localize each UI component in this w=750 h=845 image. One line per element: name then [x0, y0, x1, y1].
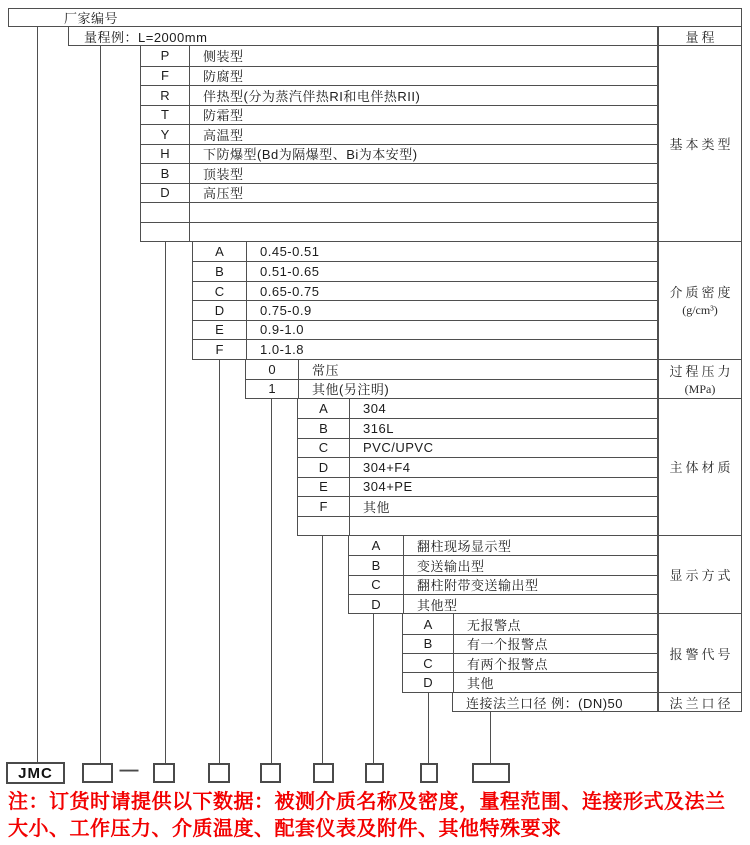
connector-basic-type: [165, 242, 166, 763]
code-cell: A: [298, 399, 350, 418]
code-row: [141, 105, 657, 125]
desc-cell: 常压: [312, 362, 340, 378]
model-box-6: [365, 763, 384, 783]
code-row: [298, 457, 657, 476]
code-row: [141, 66, 657, 86]
order-note-line2: 大小、工作压力、介质温度、配套仪表及附件、其他特殊要求: [8, 818, 562, 840]
code-cell: Y: [141, 125, 190, 144]
code-row: [349, 575, 657, 594]
code-row: [193, 281, 657, 300]
code-row: [141, 144, 657, 164]
code-cell: A: [193, 242, 247, 261]
code-row: [193, 242, 657, 261]
code-cell: D: [193, 301, 247, 319]
desc-cell: 304: [363, 401, 387, 417]
desc-cell: 有两个报警点: [467, 656, 549, 672]
code-cell: [141, 203, 190, 222]
desc-cell: 1.0-1.8: [260, 341, 304, 357]
code-group-range: [68, 27, 658, 46]
code-row: [141, 163, 657, 183]
code-group-basic-type: [140, 46, 658, 242]
side-label-body-material: [658, 399, 742, 536]
code-cell: T: [141, 106, 190, 125]
code-row: [349, 594, 657, 613]
model-box-7: [420, 763, 438, 783]
side-label-range: [658, 27, 742, 46]
side-label-text: 法兰口径: [669, 695, 734, 711]
desc-cell: 0.45-0.51: [260, 244, 320, 260]
code-separator-dash: —: [119, 760, 139, 781]
code-group-medium-density: [192, 242, 658, 360]
code-row: [246, 360, 657, 379]
code-row: [453, 693, 657, 712]
code-group-process-pressure: [245, 360, 658, 399]
side-label-medium-density: [658, 242, 742, 360]
desc-cell: 侧装型: [203, 49, 244, 65]
code-row: [141, 85, 657, 105]
code-cell: C: [403, 654, 454, 672]
code-cell: B: [298, 419, 350, 437]
model-box-8: [472, 763, 510, 783]
desc-cell: 316L: [363, 420, 394, 436]
desc-cell: 防霜型: [203, 108, 244, 124]
code-row: [141, 124, 657, 144]
code-cell: F: [298, 497, 350, 515]
side-label-text: 量程: [685, 29, 718, 45]
code-row: [349, 555, 657, 574]
code-cell: F: [141, 67, 190, 86]
connector-range: [100, 46, 101, 763]
side-label-text: 主体材质: [669, 460, 734, 476]
model-box-3: [208, 763, 230, 783]
desc-cell: 304+PE: [363, 479, 413, 495]
side-label-basic-type: [658, 46, 742, 242]
code-row: [9, 9, 741, 26]
code-row: [349, 536, 657, 555]
desc-cell: [190, 203, 657, 222]
desc-cell: 顶装型: [203, 166, 244, 182]
code-cell: D: [349, 595, 404, 613]
side-label-alarm-code: [658, 614, 742, 692]
code-row: [403, 672, 657, 691]
code-row: [193, 320, 657, 339]
code-row: [193, 339, 657, 358]
order-note: [8, 789, 748, 843]
desc-cell: 翻柱现场显示型: [417, 539, 512, 555]
code-cell: R: [141, 86, 190, 105]
code-cell: [298, 517, 350, 535]
connector-medium-density: [219, 360, 220, 763]
code-cell: C: [298, 439, 350, 457]
code-row: [298, 496, 657, 515]
code-cell: D: [141, 184, 190, 203]
code-row: [69, 27, 657, 45]
side-label-text: 介质密度: [669, 285, 734, 301]
side-label-unit: (MPa): [684, 381, 716, 396]
code-cell: [141, 223, 190, 242]
code-cell: A: [403, 614, 454, 633]
desc-cell: 高压型: [203, 186, 244, 202]
code-group-body-material: [297, 399, 658, 536]
desc-cell: 0.75-0.9: [260, 303, 312, 318]
code-cell: 1: [246, 380, 299, 398]
code-cell: P: [141, 46, 190, 66]
code-cell: E: [193, 321, 247, 339]
side-label-text: 显示方式: [669, 568, 734, 584]
code-cell: B: [403, 635, 454, 653]
side-label-display-mode: [658, 536, 742, 614]
desc-cell: 防腐型: [203, 69, 244, 85]
code-cell: F: [193, 340, 247, 358]
code-group-flange-size: [452, 693, 658, 713]
code-cell: C: [349, 576, 404, 594]
code-row: [193, 261, 657, 280]
code-cell: B: [193, 262, 247, 280]
model-box-4: [260, 763, 281, 783]
model-box-1: [82, 763, 113, 783]
code-group-factory-number: [8, 8, 742, 27]
code-row: [141, 202, 657, 222]
side-label-process-pressure: [658, 360, 742, 399]
code-row: [403, 634, 657, 653]
code-cell: B: [141, 164, 190, 183]
desc-cell: 无报警点: [467, 617, 522, 633]
desc-cell: 其他(另注明): [312, 382, 390, 398]
desc-cell: 其他: [363, 499, 391, 515]
code-row: [141, 46, 657, 66]
side-label-unit: (g/cm³): [682, 303, 718, 318]
code-cell: 0: [246, 360, 299, 379]
order-note-line1: 注：订货时请提供以下数据：被测介质名称及密度，量程范围、连接形式及法兰: [8, 791, 726, 813]
desc-cell: [350, 517, 657, 535]
desc-cell: 厂家编号: [64, 11, 119, 26]
code-row: [403, 614, 657, 633]
desc-cell: PVC/UPVC: [363, 440, 434, 456]
desc-cell: 伴热型(分为蒸汽伴热RI和电伴热RII): [203, 88, 421, 104]
code-row: [298, 516, 657, 535]
desc-cell: [190, 223, 657, 242]
connector-body-material: [322, 536, 323, 763]
connector-process-pressure: [271, 399, 272, 763]
connector-display-mode: [373, 614, 374, 763]
connector-flange-size: [490, 712, 491, 763]
code-row: [298, 418, 657, 437]
code-row: [141, 222, 657, 242]
code-cell: B: [349, 556, 404, 574]
desc-cell: 下防爆型(Bd为隔爆型、Bi为本安型): [203, 147, 418, 163]
side-label-text: 过程压力: [669, 363, 734, 379]
desc-cell: 量程例：L=2000mm: [84, 29, 208, 45]
model-prefix-box: JMC: [6, 762, 65, 784]
code-cell: D: [298, 458, 350, 476]
side-label-flange-size: [658, 693, 742, 713]
code-cell: D: [403, 673, 454, 691]
desc-cell: 0.51-0.65: [260, 264, 320, 280]
desc-cell: 变送输出型: [417, 559, 485, 575]
model-box-2: [153, 763, 175, 783]
code-group-alarm-code: [402, 614, 658, 692]
code-cell: C: [193, 282, 247, 300]
desc-cell: 0.65-0.75: [260, 283, 320, 299]
desc-cell: 连接法兰口径 例：(DN)50: [466, 695, 624, 711]
code-cell: A: [349, 536, 404, 555]
side-label-text: 基本类型: [669, 137, 734, 152]
desc-cell: 高温型: [203, 127, 244, 143]
code-cell: H: [141, 145, 190, 164]
code-row: [193, 300, 657, 319]
model-box-5: [313, 763, 334, 783]
desc-cell: 0.9-1.0: [260, 322, 304, 338]
side-label-text: 报警代号: [669, 646, 734, 662]
desc-cell: 其他型: [417, 597, 458, 613]
code-group-display-mode: [348, 536, 658, 614]
desc-cell: 有一个报警点: [467, 637, 549, 653]
connector-alarm-code: [428, 693, 429, 763]
desc-cell: 304+F4: [363, 459, 411, 475]
code-row: [141, 183, 657, 203]
desc-cell: 其他: [467, 676, 495, 692]
code-cell: E: [298, 478, 350, 496]
code-row: [246, 379, 657, 398]
code-row: [403, 653, 657, 672]
code-row: [298, 477, 657, 496]
desc-cell: 翻柱附带变送输出型: [417, 578, 539, 594]
connector-factory-number: [37, 27, 38, 763]
code-row: [298, 438, 657, 457]
code-row: [298, 399, 657, 418]
